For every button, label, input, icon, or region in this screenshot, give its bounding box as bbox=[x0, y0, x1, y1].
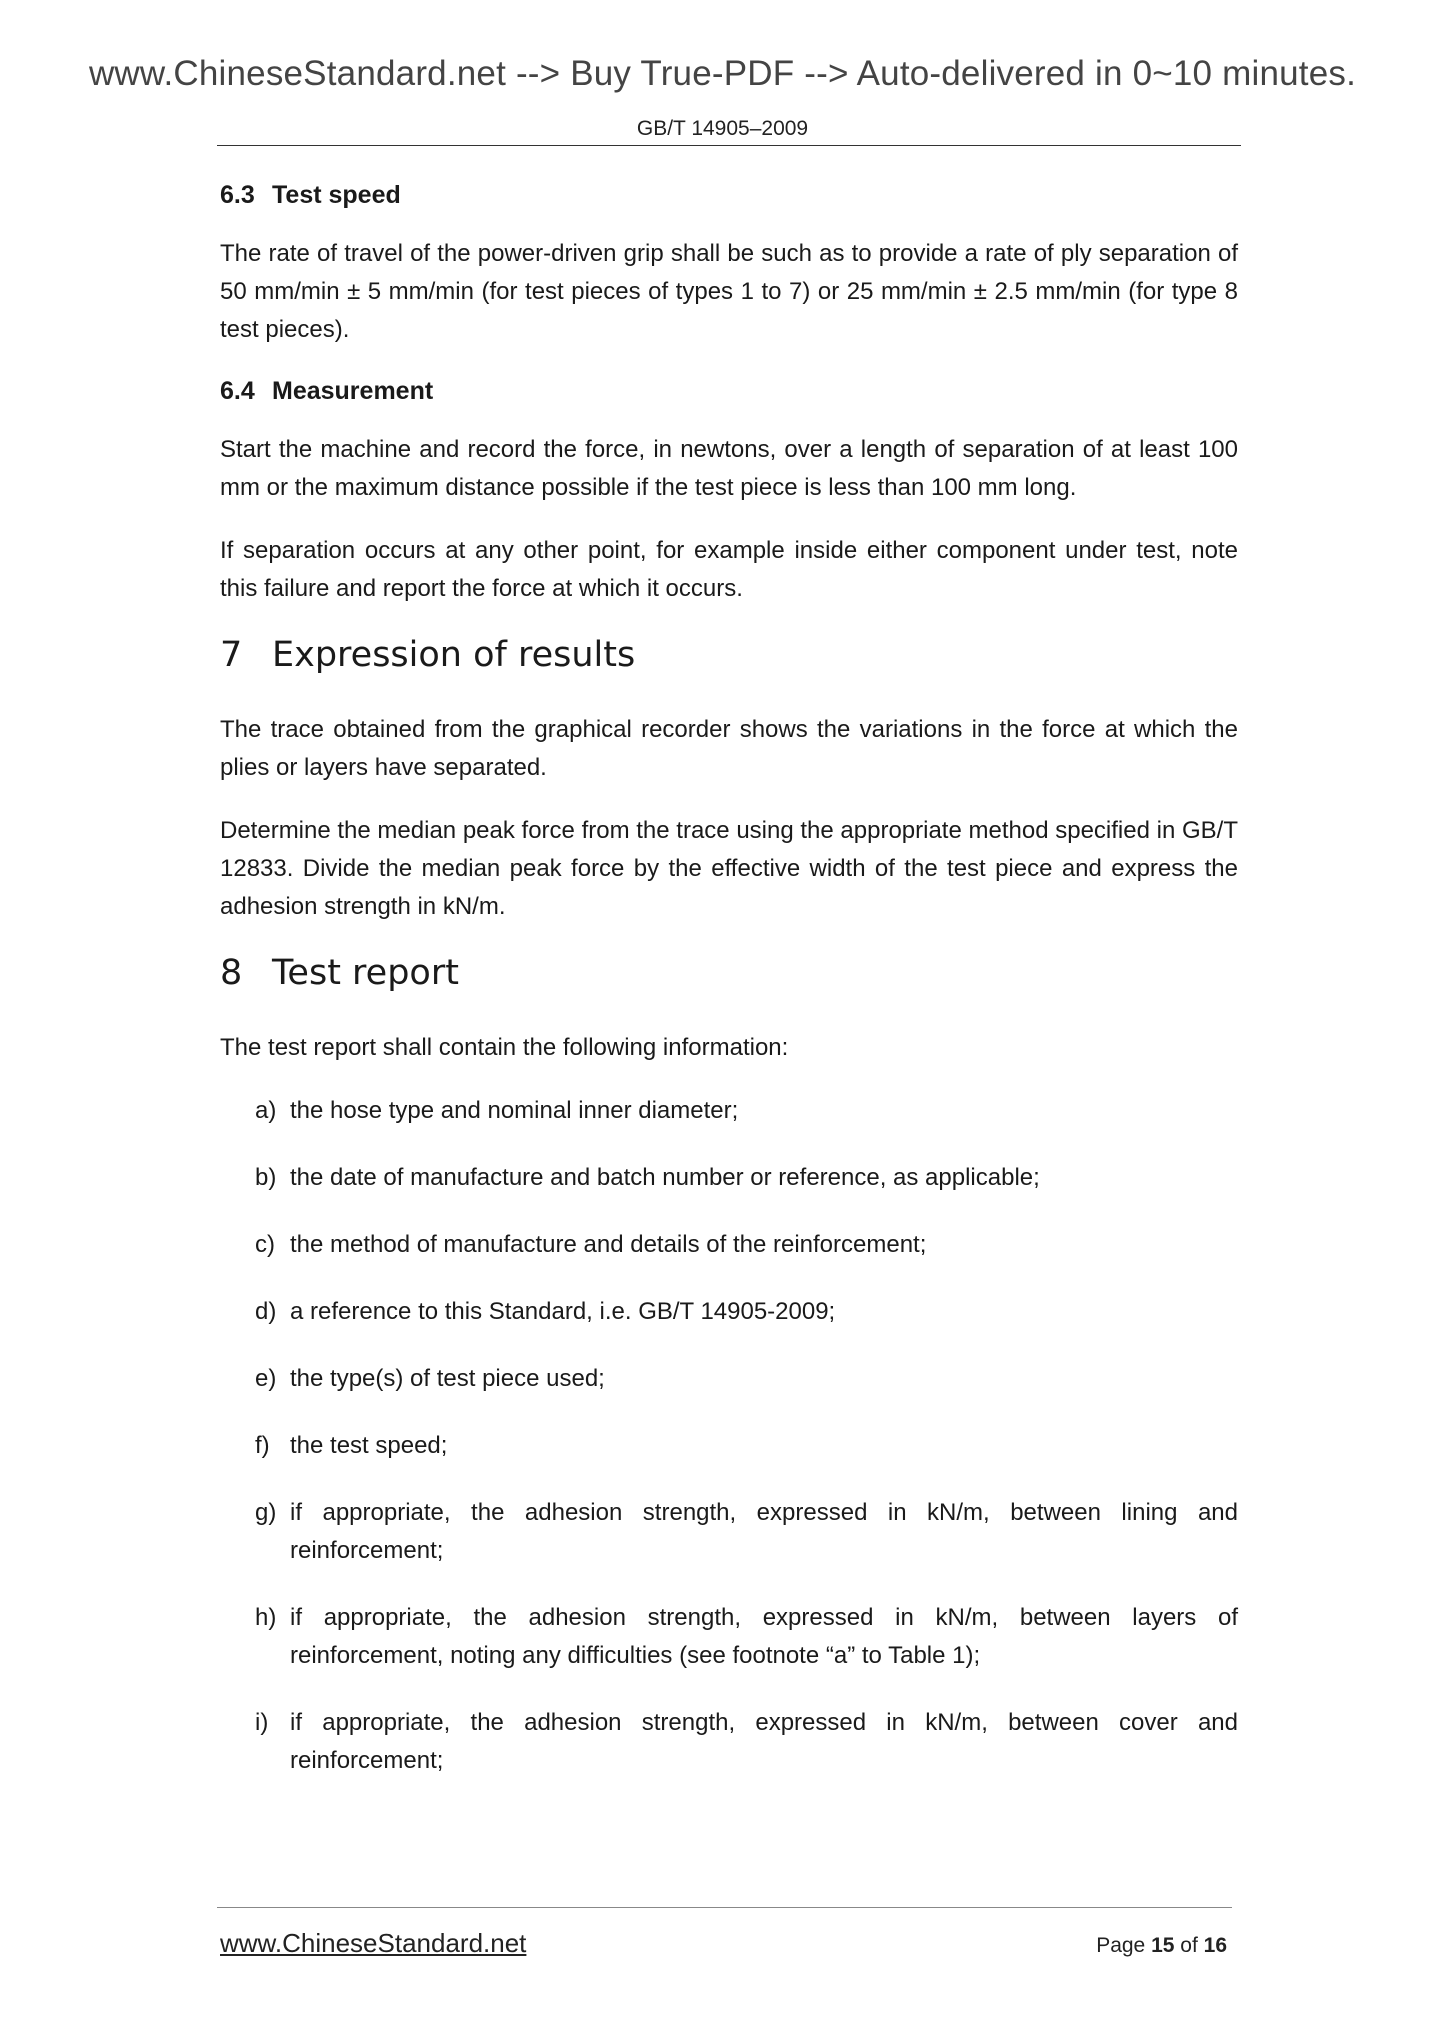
list-item-text: the hose type and nominal inner diameter; bbox=[290, 1097, 739, 1124]
heading-7 bbox=[220, 633, 1238, 677]
list-marker: c) bbox=[255, 1231, 275, 1258]
list-item bbox=[220, 1226, 1238, 1264]
current-page: 15 bbox=[1151, 1934, 1175, 1957]
list-item bbox=[220, 1293, 1238, 1331]
paragraph: If separation occurs at any other point, for example inside either component under test, note this failure and report the force at which it occurs. bbox=[220, 537, 1238, 602]
heading-6-4 bbox=[220, 374, 1238, 408]
list-item bbox=[220, 1092, 1238, 1130]
list-item bbox=[220, 1704, 1238, 1780]
test-report-list bbox=[220, 1092, 1238, 1780]
heading-number: 6.3 bbox=[220, 181, 255, 209]
list-item-text: the test speed; bbox=[290, 1432, 448, 1459]
heading-6-3 bbox=[220, 178, 1238, 212]
heading-title: Expression of results bbox=[272, 635, 636, 675]
list-item-text: if appropriate, the adhesion strength, expressed in kN/m, between lining and reinforcement; bbox=[290, 1499, 1238, 1564]
list-item bbox=[220, 1159, 1238, 1197]
list-item bbox=[220, 1599, 1238, 1675]
list-item bbox=[220, 1360, 1238, 1398]
list-item-text: if appropriate, the adhesion strength, expressed in kN/m, between cover and reinforcement; bbox=[290, 1709, 1238, 1774]
header-banner-link[interactable]: www.ChineseStandard.net --> Buy True-PDF --> Auto-delivered in 0~10 minutes. bbox=[88, 54, 1357, 93]
heading-number: 7 bbox=[220, 635, 243, 675]
paragraph: The test report shall contain the following information: bbox=[220, 1034, 789, 1061]
document-id: GB/T 14905–2009 bbox=[636, 117, 809, 140]
list-marker: i) bbox=[255, 1709, 269, 1736]
list-item-text: the method of manufacture and details of the reinforcement; bbox=[290, 1231, 927, 1258]
paragraph: Determine the median peak force from the trace using the appropriate method specified in GB/T 12833. Divide the median peak force by the effective width of the test piece and express the adhesion strength in kN/m. bbox=[220, 817, 1238, 920]
total-pages: 16 bbox=[1203, 1934, 1227, 1957]
paragraph: The rate of travel of the power-driven grip shall be such as to provide a rate of ply separation of 50 mm/min ± 5 mm/min (for test pieces of types 1 to 7) or 25 mm/min ± 2.5 mm/min (for type 8 test pieces). bbox=[220, 240, 1238, 343]
heading-title: Test report bbox=[272, 953, 459, 993]
list-marker: a) bbox=[255, 1097, 277, 1124]
list-marker: d) bbox=[255, 1298, 277, 1325]
list-item-text: if appropriate, the adhesion strength, expressed in kN/m, between layers of reinforcement, noting any difficulties (see footnote “a” to Table 1); bbox=[290, 1604, 1238, 1669]
footer-divider bbox=[217, 1907, 1232, 1908]
list-marker: f) bbox=[255, 1432, 270, 1459]
list-item bbox=[220, 1494, 1238, 1570]
paragraph: The trace obtained from the graphical recorder shows the variations in the force at which the plies or layers have separated. bbox=[220, 716, 1238, 781]
page-number bbox=[1096, 1934, 1227, 1958]
page-of-label: of bbox=[1180, 1934, 1198, 1957]
list-marker: e) bbox=[255, 1365, 277, 1392]
list-marker: h) bbox=[255, 1604, 277, 1631]
list-marker: b) bbox=[255, 1164, 277, 1191]
heading-title: Test speed bbox=[272, 181, 401, 209]
page-content bbox=[220, 178, 1238, 1809]
list-item-text: a reference to this Standard, i.e. GB/T 14905-2009; bbox=[290, 1298, 836, 1325]
heading-8 bbox=[220, 951, 1238, 995]
heading-title: Measurement bbox=[272, 377, 434, 405]
list-marker: g) bbox=[255, 1499, 277, 1526]
list-item-text: the date of manufacture and batch number or reference, as applicable; bbox=[290, 1164, 1040, 1191]
header-divider bbox=[217, 145, 1241, 146]
heading-number: 6.4 bbox=[220, 377, 255, 405]
footer-website-link[interactable]: www.ChineseStandard.net bbox=[220, 1928, 527, 1958]
paragraph: Start the machine and record the force, in newtons, over a length of separation of at least 100 mm or the maximum distance possible if the test piece is less than 100 mm long. bbox=[220, 436, 1238, 501]
list-item bbox=[220, 1427, 1238, 1465]
heading-number: 8 bbox=[220, 953, 243, 993]
page-label: Page bbox=[1096, 1934, 1146, 1957]
list-item-text: the type(s) of test piece used; bbox=[290, 1365, 605, 1392]
